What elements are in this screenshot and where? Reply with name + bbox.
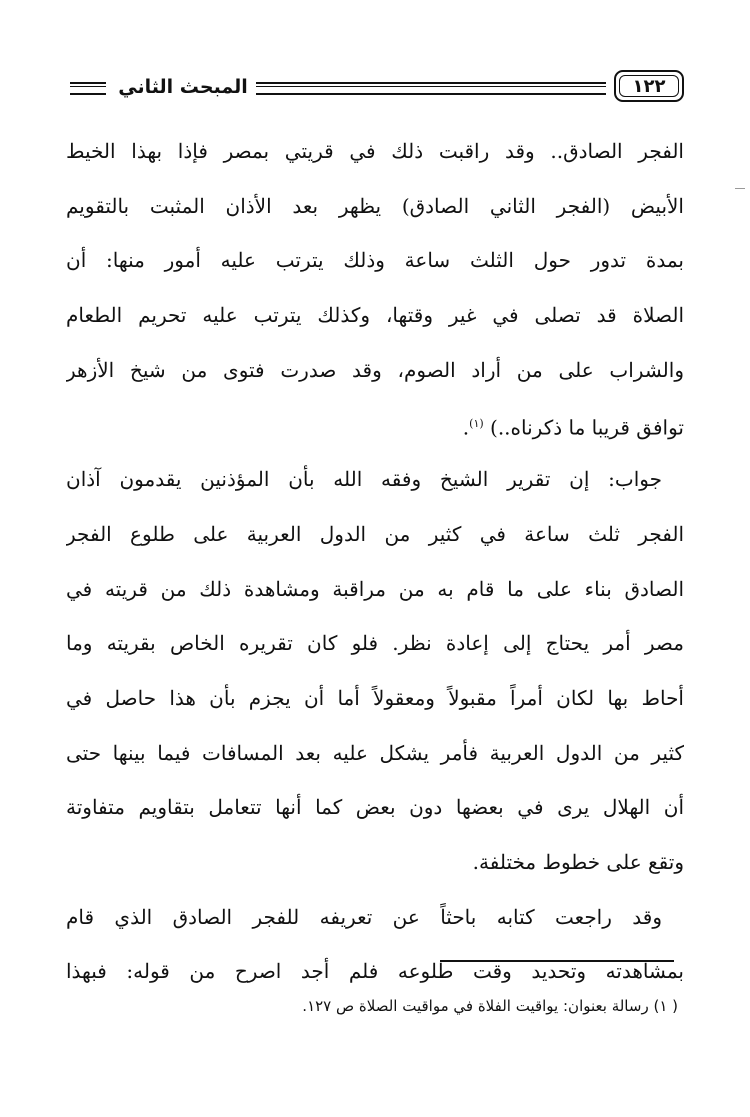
- text-line: الأبيض (الفجر الثاني الصادق) يظهر بعد الأذان المثبت بالتقويم: [66, 193, 684, 218]
- footnote-separator: [440, 960, 674, 962]
- text-line: الصادق بناء على ما قام به من مراقبة ومشاهدة ذلك من قريته في: [66, 576, 684, 601]
- section-title: المبحث الثاني: [118, 76, 248, 98]
- header-ornament-left: [70, 82, 106, 95]
- text-line: الفجر الصادق.. وقد راقبت ذلك في قريتي بمصر فإذا بهذا الخيط: [66, 139, 684, 163]
- header-ornament-rule: [256, 82, 606, 95]
- page-number-frame: [614, 70, 684, 102]
- text-line: بمشاهدته وتحديد وقت طلوعه فلم أجد اصرح من قوله: فبهذا: [66, 959, 684, 984]
- text-line-paragraph-end: وتقع على خطوط مختلفة.: [472, 849, 684, 874]
- sentence-end: .: [462, 416, 470, 441]
- text-line: بمدة تدور حول الثلث ساعة وذلك يترتب عليه أمور منها: أن: [66, 248, 684, 273]
- text-line: مصر أمر يحتاج إلى إعادة نظر. فلو كان تقريره الخاص بقريته وما: [66, 631, 684, 656]
- text-line: كثير من الدول العربية فأمر يشكل عليه بعد المسافات فيما بينها حتى: [66, 740, 684, 765]
- footnote: ( ١) رسالة بعنوان: يواقيت الفلاة في مواقيت الصلاة ص ١٢٧.: [302, 997, 678, 1015]
- scan-artifact: [735, 188, 745, 189]
- running-header: [62, 70, 687, 108]
- text-line-answer-start: جواب: إن تقرير الشيخ وفقه الله بأن المؤذنين يقدمون آذان: [66, 467, 662, 492]
- main-text: [66, 131, 684, 1006]
- text-line-paragraph-start: وقد راجعت كتابه باحثاً عن تعريفه للفجر الصادق الذي قام: [66, 904, 662, 929]
- text-line: أن الهلال يرى في بعضها دون بعض كما أنها تتعامل بتقاويم متفاوتة: [66, 795, 684, 820]
- page-number: ١٢٢: [632, 76, 666, 97]
- footnote-reference: (١): [469, 417, 484, 431]
- text-line: أحاط بها لكان أمراً مقبولاً ومعقولاً أما أن يجزم بأن هذا حاصل في: [66, 685, 684, 710]
- text-line-content: توافق قريبا ما ذكرناه..): [490, 416, 684, 441]
- text-line: الفجر ثلث ساعة في كثير من الدول العربية على طلوع الفجر: [66, 521, 684, 546]
- text-line: والشراب على من أراد الصوم، وقد صدرت فتوى من شيخ الأزهر: [66, 357, 684, 382]
- text-line-quote-end: [66, 404, 684, 459]
- text-line: الصلاة قد تصلى في غير وقتها، وكذلك يترتب عليه تحريم الطعام: [66, 303, 684, 328]
